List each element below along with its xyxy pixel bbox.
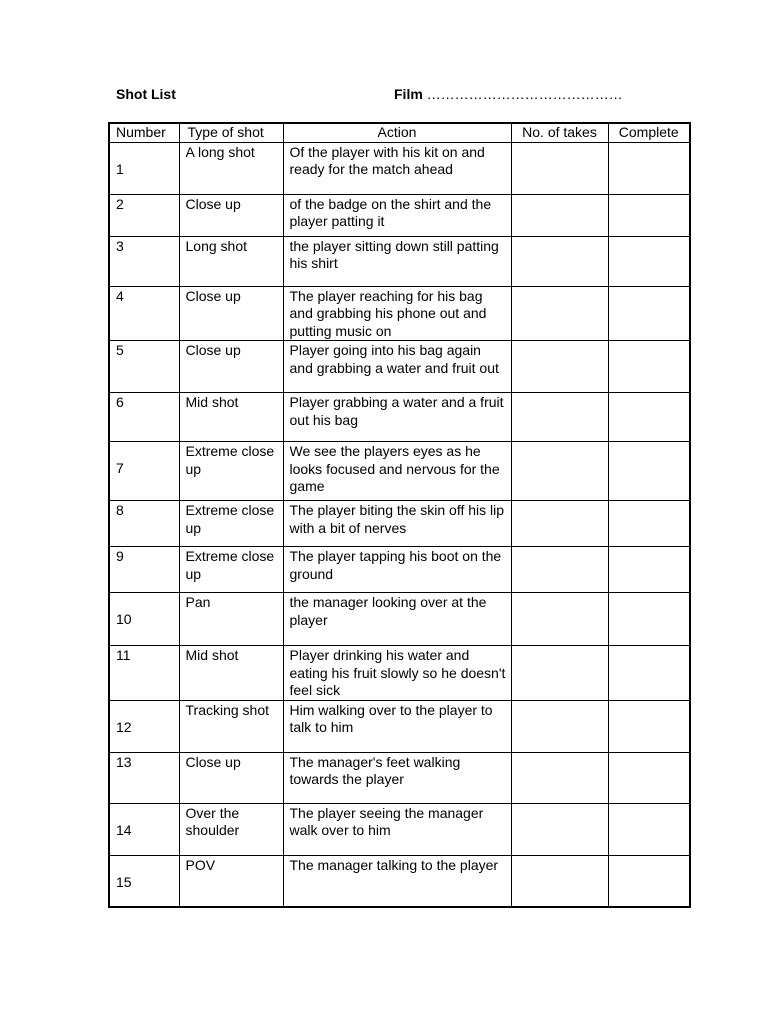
table-row (109, 593, 690, 646)
shot-type-cell: Mid shot (179, 646, 283, 701)
shot-number: 15 (116, 873, 132, 890)
shot-type-cell: Over the shoulder (179, 803, 283, 855)
film-field (394, 86, 623, 102)
shot-type-cell: Long shot (179, 236, 283, 286)
shot-number-cell (109, 547, 179, 593)
shot-action-cell: The manager's feet walking towards the player (283, 752, 511, 803)
column-header-number: Number (109, 123, 179, 142)
shot-list-table (108, 122, 691, 908)
shot-number-cell (109, 646, 179, 701)
shot-action-cell: the player sitting down still patting his shirt (283, 236, 511, 286)
table-row (109, 752, 690, 803)
shot-action-cell: Player drinking his water and eating his fruit slowly so he doesn't feel sick (283, 646, 511, 701)
shot-number-cell (109, 593, 179, 646)
table-row (109, 700, 690, 752)
shot-number: 12 (116, 718, 132, 735)
complete-cell (608, 803, 690, 855)
shot-type-cell: POV (179, 855, 283, 907)
takes-cell (511, 194, 608, 236)
shot-action-cell: We see the players eyes as he looks focused and nervous for the game (283, 442, 511, 501)
takes-cell (511, 442, 608, 501)
shot-number-cell (109, 700, 179, 752)
shot-number-cell (109, 194, 179, 236)
takes-cell (511, 700, 608, 752)
takes-cell (511, 286, 608, 341)
page-header (116, 86, 696, 106)
table-row (109, 501, 690, 547)
table-row (109, 855, 690, 907)
takes-cell (511, 803, 608, 855)
table-header-row (109, 123, 690, 142)
shot-number: 1 (116, 160, 124, 177)
shot-number-cell (109, 236, 179, 286)
complete-cell (608, 646, 690, 701)
shot-number-cell (109, 393, 179, 442)
shot-type-cell: Mid shot (179, 393, 283, 442)
takes-cell (511, 593, 608, 646)
shot-number: 2 (116, 195, 124, 212)
complete-cell (608, 142, 690, 194)
complete-cell (608, 393, 690, 442)
shot-number: 9 (116, 548, 124, 564)
takes-cell (511, 855, 608, 907)
complete-cell (608, 700, 690, 752)
column-header-takes: No. of takes (511, 123, 608, 142)
shot-number-cell (109, 341, 179, 393)
shot-type-cell: Close up (179, 752, 283, 803)
table-row (109, 236, 690, 286)
shot-action-cell: The player seeing the manager walk over to him (283, 803, 511, 855)
shot-number-cell (109, 442, 179, 501)
shot-type-cell: Pan (179, 593, 283, 646)
takes-cell (511, 547, 608, 593)
complete-cell (608, 501, 690, 547)
shot-type-cell: Extreme close up (179, 547, 283, 593)
complete-cell (608, 593, 690, 646)
takes-cell (511, 142, 608, 194)
shot-number: 13 (116, 753, 132, 770)
table-row (109, 393, 690, 442)
column-header-type: Type of shot (179, 123, 283, 142)
table-row (109, 286, 690, 341)
shot-type-cell: Tracking shot (179, 700, 283, 752)
shot-number: 8 (116, 502, 124, 518)
shot-action-cell: The player biting the skin off his lip with a bit of nerves (283, 501, 511, 547)
shot-number: 4 (116, 287, 124, 304)
shot-number: 6 (116, 394, 124, 410)
shot-number: 7 (116, 460, 124, 476)
table-row (109, 442, 690, 501)
shot-number: 10 (116, 611, 132, 627)
film-label: Film (394, 86, 423, 102)
takes-cell (511, 752, 608, 803)
shot-number-cell (109, 501, 179, 547)
shot-action-cell: the manager looking over at the player (283, 593, 511, 646)
shot-type-cell: Close up (179, 341, 283, 393)
film-value: …………………………………… (426, 86, 623, 102)
table-row (109, 803, 690, 855)
shot-type-cell: Extreme close up (179, 501, 283, 547)
takes-cell (511, 646, 608, 701)
shot-type-cell: A long shot (179, 142, 283, 194)
shot-number-cell (109, 286, 179, 341)
shot-number: 14 (116, 821, 132, 838)
takes-cell (511, 393, 608, 442)
shot-action-cell: The manager talking to the player (283, 855, 511, 907)
column-header-action: Action (283, 123, 511, 142)
table-row (109, 646, 690, 701)
shot-type-cell: Close up (179, 194, 283, 236)
complete-cell (608, 236, 690, 286)
shot-type-cell: Close up (179, 286, 283, 341)
shot-action-cell: Of the player with his kit on and ready for the match ahead (283, 142, 511, 194)
complete-cell (608, 855, 690, 907)
takes-cell (511, 236, 608, 286)
takes-cell (511, 341, 608, 393)
page-title: Shot List (116, 86, 176, 102)
complete-cell (608, 286, 690, 341)
table-row (109, 142, 690, 194)
table-body (109, 142, 690, 907)
shot-number: 5 (116, 342, 124, 358)
table-row (109, 194, 690, 236)
shot-number-cell (109, 803, 179, 855)
shot-action-cell: of the badge on the shirt and the player patting it (283, 194, 511, 236)
shot-number-cell (109, 855, 179, 907)
shot-action-cell: Player grabbing a water and a fruit out his bag (283, 393, 511, 442)
table-row (109, 341, 690, 393)
complete-cell (608, 194, 690, 236)
shot-type-cell: Extreme close up (179, 442, 283, 501)
complete-cell (608, 442, 690, 501)
shot-number: 3 (116, 237, 124, 254)
shot-action-cell: The player tapping his boot on the ground (283, 547, 511, 593)
shot-action-cell: Player going into his bag again and grabbing a water and fruit out (283, 341, 511, 393)
takes-cell (511, 501, 608, 547)
shot-action-cell: The player reaching for his bag and grabbing his phone out and putting music on (283, 286, 511, 341)
table-row (109, 547, 690, 593)
complete-cell (608, 341, 690, 393)
complete-cell (608, 547, 690, 593)
shot-number: 11 (116, 647, 131, 663)
shot-number-cell (109, 752, 179, 803)
shot-number-cell (109, 142, 179, 194)
column-header-complete: Complete (608, 123, 690, 142)
shot-action-cell: Him walking over to the player to talk to him (283, 700, 511, 752)
complete-cell (608, 752, 690, 803)
